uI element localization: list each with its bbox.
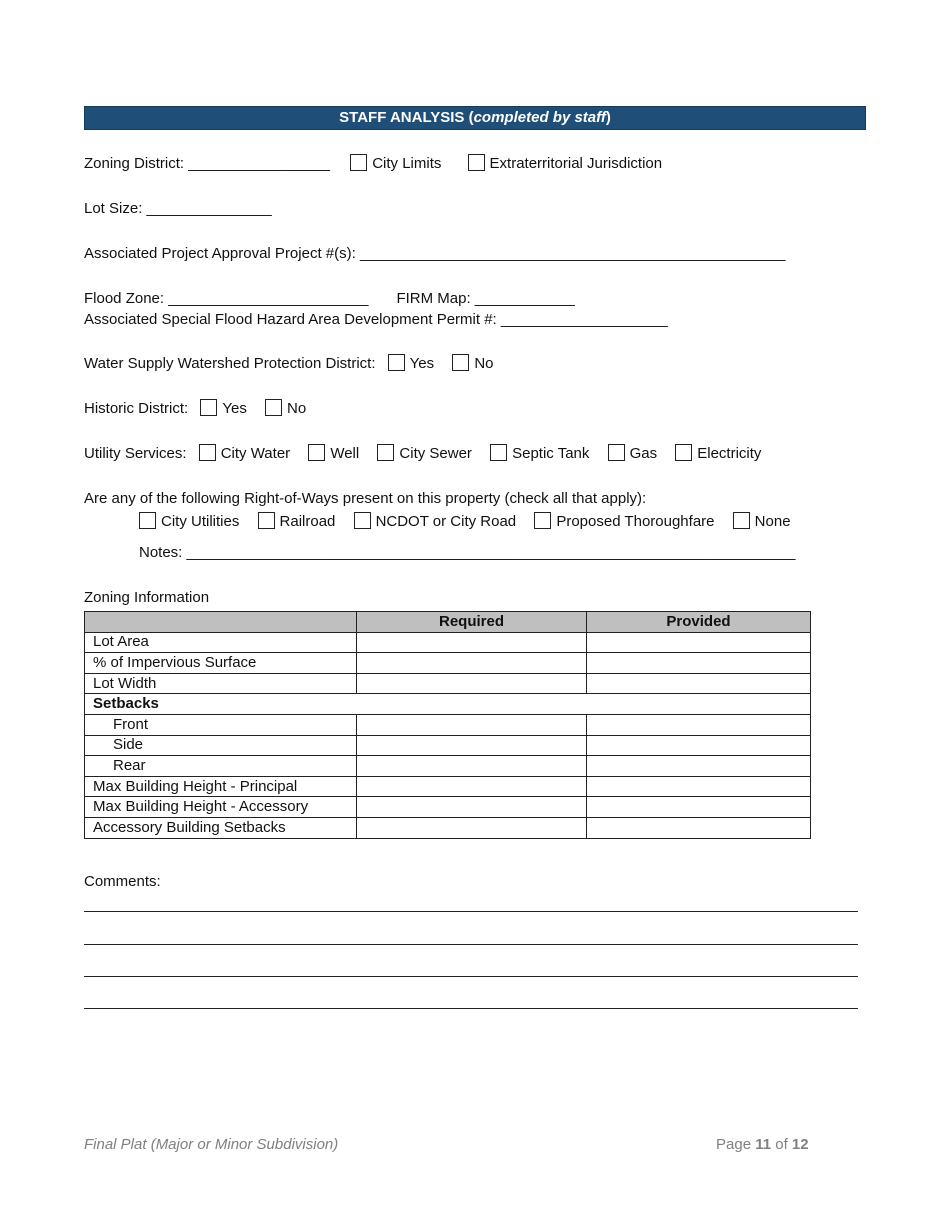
historic-no-checkbox[interactable] [265, 399, 282, 416]
table-row [85, 673, 811, 694]
row-label: Lot Area [85, 632, 357, 653]
page-prefix: Page [716, 1136, 756, 1153]
provided-cell[interactable] [587, 735, 811, 756]
sfha-permit-row [84, 310, 668, 330]
row-notes-label[interactable]: Notes: _________________________________________________________________________ [139, 544, 796, 561]
comment-line-4[interactable] [84, 1008, 858, 1009]
zoning-info-caption: Zoning Information [84, 589, 210, 606]
footer-page-number [716, 1136, 809, 1153]
row-label: % of Impervious Surface [85, 653, 357, 674]
provided-cell[interactable] [587, 673, 811, 694]
historic-no-label: No [287, 400, 307, 417]
row-label: Lot Width [85, 673, 357, 694]
footer-document-title: Final Plat (Major or Minor Subdivision) [84, 1136, 339, 1153]
historic-yes-label: Yes [222, 400, 247, 417]
row-label: Side [85, 735, 357, 756]
city-sewer-label: City Sewer [399, 445, 472, 462]
table-header-required: Required [357, 612, 587, 633]
electricity-checkbox[interactable] [675, 444, 692, 461]
setbacks-section-label: Setbacks [85, 694, 811, 715]
staff-analysis-header [84, 106, 866, 130]
table-row [85, 735, 811, 756]
table-row [85, 653, 811, 674]
required-cell[interactable] [357, 756, 587, 777]
firm-map-label: FIRM Map: ____________ [396, 290, 575, 307]
page-current: 11 [755, 1136, 772, 1153]
required-cell[interactable] [357, 797, 587, 818]
proposed-thoroughfare-label: Proposed Thoroughfare [556, 513, 715, 530]
row-notes [139, 543, 796, 563]
required-cell[interactable] [357, 817, 587, 838]
lot-size-label: Lot Size: _______________ [84, 200, 272, 217]
zoning-district-row [84, 154, 662, 174]
row-options [139, 512, 791, 532]
required-cell[interactable] [357, 632, 587, 653]
required-cell[interactable] [357, 653, 587, 674]
septic-tank-checkbox[interactable] [490, 444, 507, 461]
proposed-thoroughfare-checkbox[interactable] [534, 512, 551, 529]
provided-cell[interactable] [587, 817, 811, 838]
table-header-blank [85, 612, 357, 633]
associated-project-label: Associated Project Approval Project #(s): ___________________________________________________ [84, 245, 786, 262]
watershed-row [84, 354, 494, 374]
city-utilities-label: City Utilities [161, 513, 240, 530]
electricity-label: Electricity [697, 445, 762, 462]
row-question [84, 489, 646, 509]
page-total: 12 [791, 1136, 809, 1153]
historic-yes-checkbox[interactable] [200, 399, 217, 416]
lot-size-row [84, 199, 272, 219]
city-limits-checkbox[interactable] [350, 154, 367, 171]
header-title-italic: completed by staff [473, 109, 606, 126]
railroad-label: Railroad [279, 513, 336, 530]
comments-label: Comments: [84, 873, 161, 890]
flood-zone-label: Flood Zone: ________________________ [84, 290, 369, 307]
none-label: None [754, 513, 791, 530]
zoning-district-label: Zoning District: _________________ [84, 155, 331, 172]
row-question-label: Are any of the following Right-of-Ways present on this property (check all that apply): [84, 490, 647, 507]
none-checkbox[interactable] [733, 512, 750, 529]
row-label: Front [85, 714, 357, 735]
city-utilities-checkbox[interactable] [139, 512, 156, 529]
table-row [85, 714, 811, 735]
required-cell[interactable] [357, 735, 587, 756]
historic-row [84, 399, 306, 419]
table-row [85, 632, 811, 653]
zoning-info-table [84, 611, 811, 839]
watershed-no-checkbox[interactable] [452, 354, 469, 371]
well-label: Well [330, 445, 360, 462]
page-of: of [771, 1136, 792, 1153]
comment-line-3[interactable] [84, 976, 858, 977]
city-water-checkbox[interactable] [199, 444, 216, 461]
ncdot-city-road-label: NCDOT or City Road [375, 513, 517, 530]
gas-label: Gas [629, 445, 658, 462]
comment-line-2[interactable] [84, 944, 858, 945]
utility-label: Utility Services: [84, 445, 187, 462]
table-row [85, 797, 811, 818]
table-row [85, 694, 811, 715]
row-label: Rear [85, 756, 357, 777]
city-water-label: City Water [220, 445, 291, 462]
required-cell[interactable] [357, 776, 587, 797]
watershed-no-label: No [474, 355, 494, 372]
sfha-permit-label: Associated Special Flood Hazard Area Development Permit #: ____________________ [84, 311, 668, 328]
city-sewer-checkbox[interactable] [377, 444, 394, 461]
table-row [85, 776, 811, 797]
watershed-yes-checkbox[interactable] [388, 354, 405, 371]
city-limits-label: City Limits [372, 155, 442, 172]
provided-cell[interactable] [587, 776, 811, 797]
table-header-provided: Provided [587, 612, 811, 633]
provided-cell[interactable] [587, 756, 811, 777]
table-header-row [85, 612, 811, 633]
railroad-checkbox[interactable] [258, 512, 275, 529]
table-row [85, 756, 811, 777]
watershed-yes-label: Yes [409, 355, 435, 372]
septic-tank-label: Septic Tank [512, 445, 590, 462]
row-label: Accessory Building Setbacks [85, 817, 357, 838]
header-title-end: ) [605, 109, 611, 126]
row-label: Max Building Height - Accessory [85, 797, 357, 818]
provided-cell[interactable] [587, 653, 811, 674]
row-label: Max Building Height - Principal [85, 776, 357, 797]
header-title: STAFF ANALYSIS ( [339, 109, 474, 126]
provided-cell[interactable] [587, 632, 811, 653]
historic-label: Historic District: [84, 400, 189, 417]
table-row [85, 817, 811, 838]
well-checkbox[interactable] [308, 444, 325, 461]
flood-zone-row [84, 289, 575, 309]
required-cell[interactable] [357, 673, 587, 694]
associated-project-row [84, 244, 785, 264]
provided-cell[interactable] [587, 714, 811, 735]
utility-row [84, 444, 761, 464]
comment-line-1[interactable] [84, 911, 858, 912]
watershed-label: Water Supply Watershed Protection District: [84, 355, 376, 372]
gas-checkbox[interactable] [608, 444, 625, 461]
required-cell[interactable] [357, 714, 587, 735]
provided-cell[interactable] [587, 797, 811, 818]
etj-checkbox[interactable] [468, 154, 485, 171]
etj-label: Extraterritorial Jurisdiction [489, 155, 663, 172]
ncdot-city-road-checkbox[interactable] [354, 512, 371, 529]
